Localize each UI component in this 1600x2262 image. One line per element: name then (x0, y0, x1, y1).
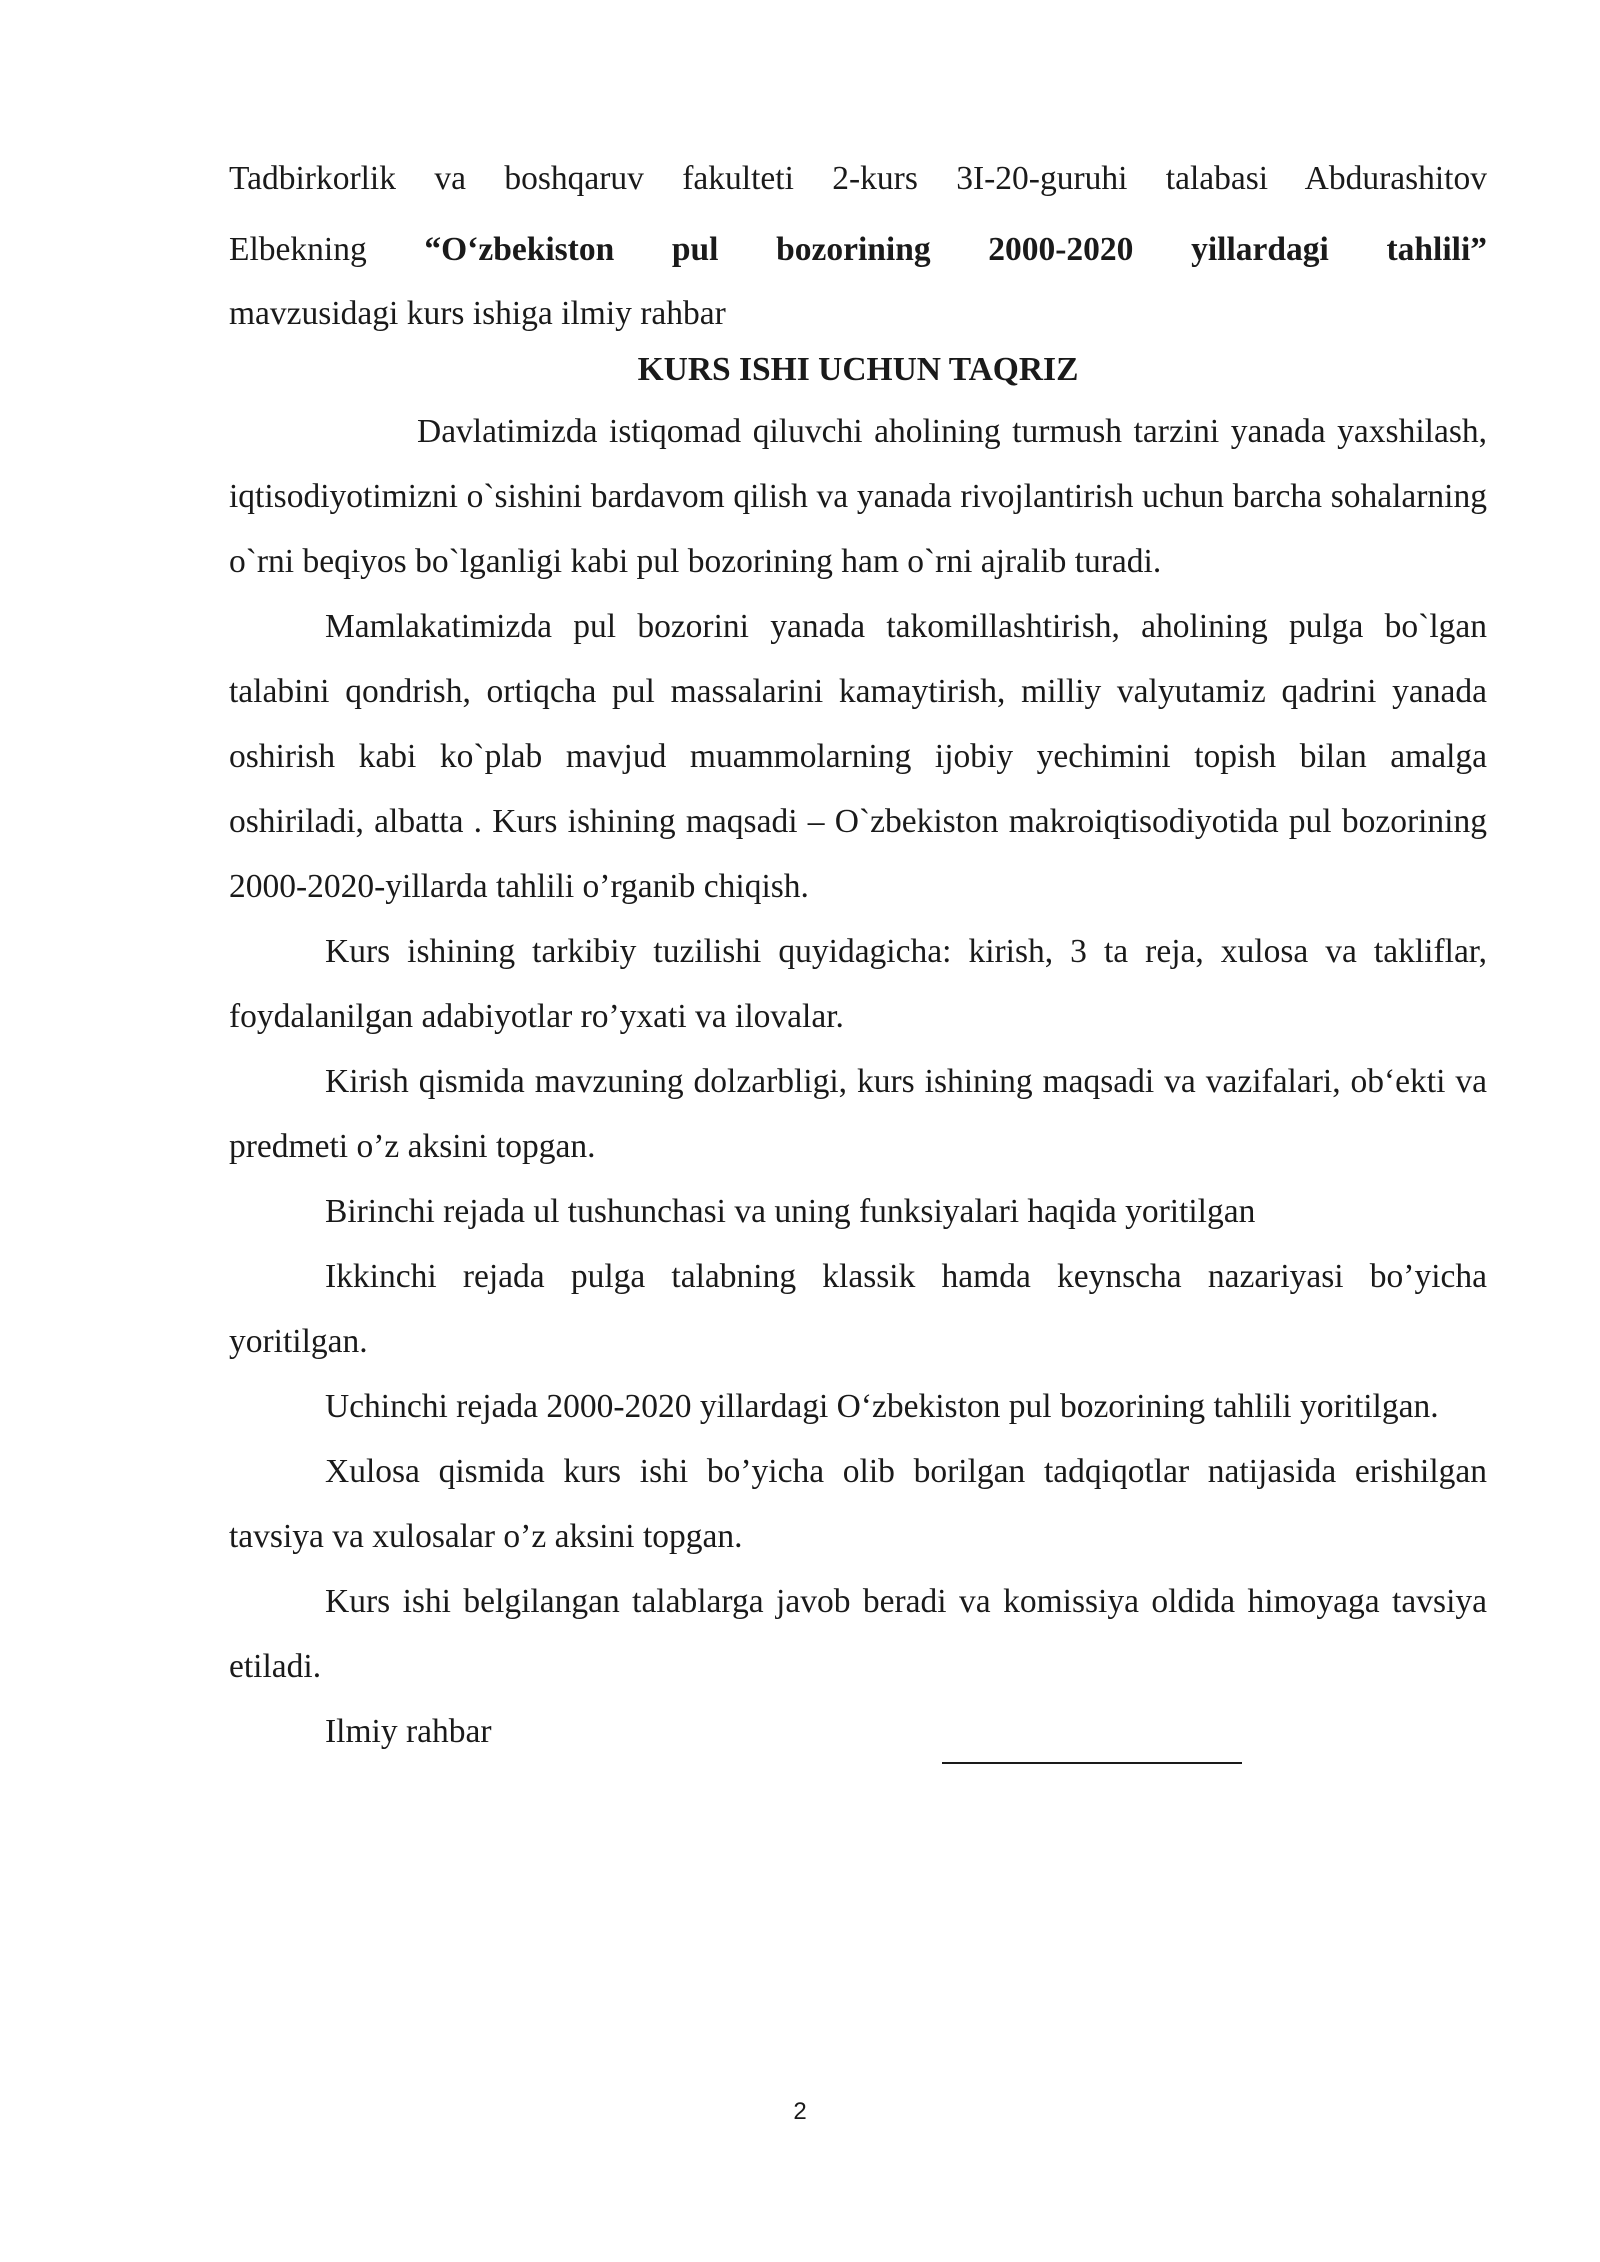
header-line-1: Tadbirkorlik va boshqaruv fakulteti 2-kurs 3I-20-guruhi talabasi Abdurashitov (229, 160, 1487, 197)
student-name-suffix: Elbekning (229, 231, 367, 268)
paragraph-third-chapter: Uchinchi rejada 2000-2020 yillardagi O‘zbekiston pul bozorining tahlili yoritilgan. (325, 1388, 1439, 1425)
course-work-topic: “O‘zbekiston pul bozorining 2000-2020 yillardagi tahlili” (424, 231, 1488, 268)
header-line-2 (229, 211, 1487, 289)
signature-line (942, 1714, 1242, 1764)
header-line-3: mavzusidagi kurs ishiga ilmiy rahbar (229, 295, 726, 332)
paragraph-second-chapter: Ikkinchi rejada pulga talabning klassik hamda keynscha nazariyasi bo’yicha yoritilgan. (229, 1258, 1487, 1360)
paragraph-first-chapter: Birinchi rejada ul tushunchasi va uning funksiyalari haqida yoritilgan (325, 1193, 1256, 1230)
paragraph-goal: Mamlakatimizda pul bozorini yanada takomillashtirish, aholining pulga bo`lgan talabini qondrish, ortiqcha pul massalarini kamaytirish, milliy valyutamiz qadrini yanada oshirish kabi ko`plab mavjud muammolarning ijobiy yechimini topish bilan amalga oshiriladi, albatta . Kurs ishining maqsadi – O`zbekiston makroiqtisodiyotida pul bozorining 2000-2020-yillarda tahlili o’rganib chiqish. (229, 608, 1487, 905)
paragraph-intro: Davlatimizda istiqomad qiluvchi aholining turmush tarzini yanada yaxshilash, iqtisodiyotimizni o`sishini bardavom qilish va yanada rivojlantirish uchun barcha sohalarning o`rni beqiyos bo`lganligi kabi pul bozorining ham o`rni ajralib turadi. (229, 413, 1487, 580)
page-number: 2 (793, 2098, 807, 2125)
paragraph-recommendation: Kurs ishi belgilangan talablarga javob beradi va komissiya oldida himoyaga tavsiya etiladi. (229, 1583, 1487, 1685)
header-block (229, 146, 1487, 339)
paragraph-introduction-section: Kirish qismida mavzuning dolzarbligi, kurs ishining maqsadi va vazifalari, ob‘ekti va predmeti o’z aksini topgan. (229, 1063, 1487, 1165)
paragraph-structure: Kurs ishining tarkibiy tuzilishi quyidagicha: kirish, 3 ta reja, xulosa va takliflar, foydalanilgan adabiyotlar ro’yxati va ilovalar. (229, 933, 1487, 1035)
signature-row (229, 1699, 1487, 1764)
document-body (229, 146, 1487, 1764)
paragraph-conclusion: Xulosa qismida kurs ishi bo’yicha olib borilgan tadqiqotlar natijasida erishilgan tavsiya va xulosalar o’z aksini topgan. (229, 1453, 1487, 1555)
document-title: KURS ISHI UCHUN TAQRIZ (637, 351, 1079, 388)
signature-label: Ilmiy rahbar (325, 1713, 492, 1750)
